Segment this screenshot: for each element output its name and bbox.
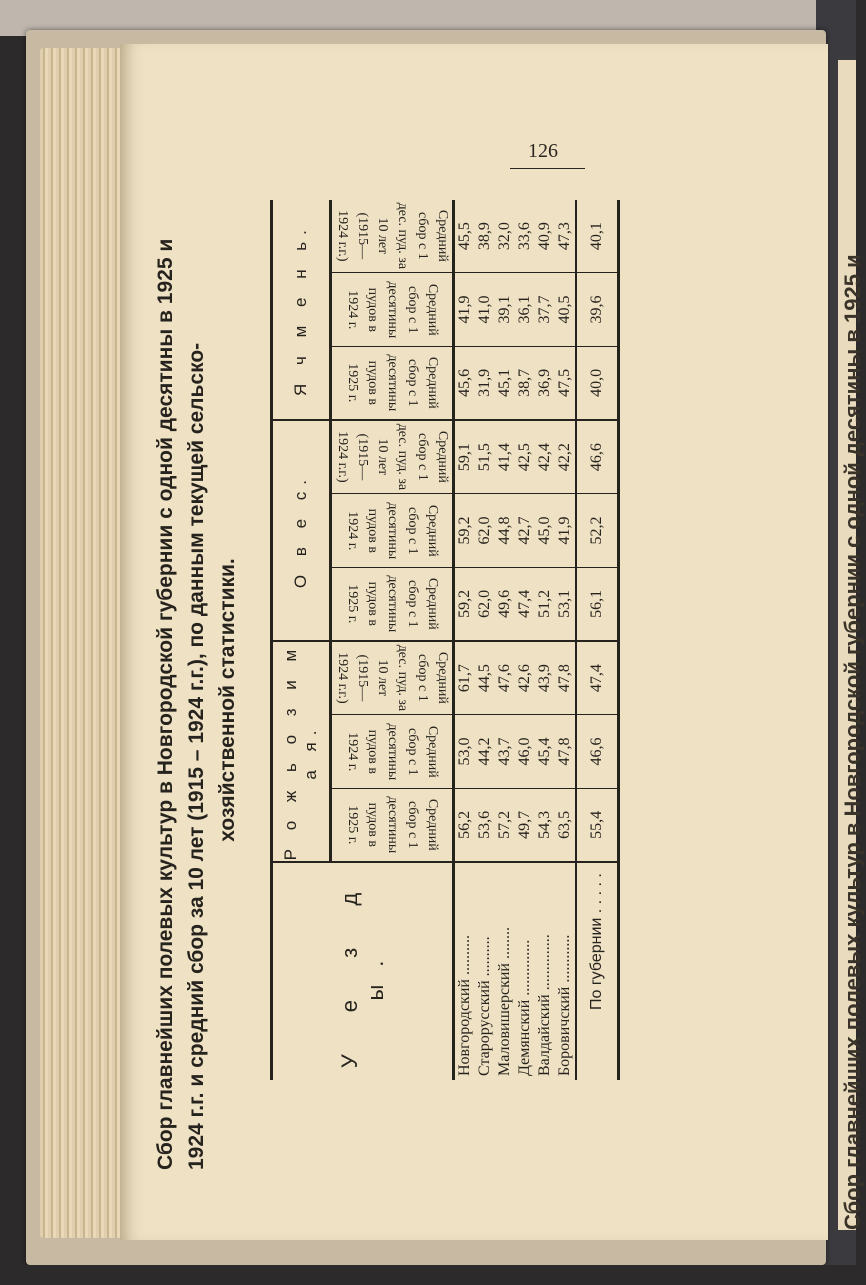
cell: 47,4 [515,567,535,641]
cell: 47,5 [555,346,576,420]
background-bottom [0,1265,856,1285]
cell: 40,9 [535,200,555,273]
group-header-row [272,200,331,1080]
total-cell: 40,1 [576,200,619,273]
cell: 36,1 [515,273,535,346]
cell: 44,2 [475,715,495,788]
cell: 59,2 [454,567,476,641]
cell: 49,7 [515,788,535,862]
row-name: Маловишерский ........ [496,927,513,1076]
cell: 49,6 [495,567,515,641]
cell: 51,2 [535,567,555,641]
rotated-table-block [150,170,730,1210]
total-cell: 39,6 [576,273,619,346]
cell: 42,5 [515,420,535,494]
cell: 53,0 [454,715,476,788]
cell: 38,9 [475,200,495,273]
cell: 31,9 [475,346,495,420]
cell: 57,2 [495,788,515,862]
row-name: Валдайский .............. [536,934,553,1076]
cell: 62,0 [475,494,495,567]
total-cell: 46,6 [576,420,619,494]
cell: 39,1 [495,273,515,346]
cell: 41,9 [454,273,476,346]
cell: 37,7 [535,273,555,346]
cell: 61,7 [454,641,476,715]
sub-header: Средний сбор с 1 дес. пуд. за 10 лет (1915—1924 г.г.) [331,641,454,715]
cell: 41,4 [495,420,515,494]
cell: 53,6 [475,788,495,862]
cell: 42,6 [515,641,535,715]
cell: 47,8 [555,641,576,715]
sub-header: Средний сбор с 1 десятины пудов в 1925 г. [331,346,454,420]
cell: 38,7 [515,346,535,420]
cell: 44,8 [495,494,515,567]
sub-header: Средний сбор с 1 дес. пуд. за 10 лет (1915—1924 г.г.) [331,200,454,273]
cell: 40,5 [555,273,576,346]
row-name: Новгородский .......... [456,935,473,1076]
cell: 32,0 [495,200,515,273]
sub-header: Средний сбор с 1 десятины пудов в 1924 г. [331,273,454,346]
table-row [475,200,495,1080]
cell: 43,9 [535,641,555,715]
table-row [454,200,476,1080]
cell: 41,0 [475,273,495,346]
title-line-1: Сбор главнейших полевых культур в Новгородской губернии с одной десятины в 1925 и [154,238,177,1170]
total-cell: 40,0 [576,346,619,420]
cell: 46,0 [515,715,535,788]
group-header-rye: Р о ж ь о з и м а я. [272,641,331,862]
harvest-table [270,200,620,1080]
cell: 44,5 [475,641,495,715]
cell: 42,4 [535,420,555,494]
cell: 42,2 [555,420,576,494]
cell: 62,0 [475,567,495,641]
cell: 42,7 [515,494,535,567]
cell: 59,1 [454,420,476,494]
cell: 47,8 [555,715,576,788]
cell: 47,3 [555,200,576,273]
cell: 63,5 [555,788,576,862]
group-header-barley: Я ч м е н ь. [272,200,331,420]
cell: 33,6 [515,200,535,273]
cell: 41,9 [555,494,576,567]
cell: 45,1 [495,346,515,420]
sub-header: Средний сбор с 1 десятины пудов в 1925 г. [331,788,454,862]
cell: 45,5 [454,200,476,273]
total-cell: 47,4 [576,641,619,715]
total-row-name: По губернии . . . . . [576,862,619,1080]
page-number: 126 [528,140,558,162]
column-header-uezdy: У е з д ы. [336,874,388,1069]
cell: 53,1 [555,567,576,641]
group-header-oats: О в е с. [272,420,331,641]
page-edges [40,48,130,1238]
row-name: Старорусский .......... [476,936,493,1076]
cell: 36,9 [535,346,555,420]
cell: 45,4 [535,715,555,788]
cell: 54,3 [535,788,555,862]
table-row [515,200,535,1080]
cell: 47,6 [495,641,515,715]
sub-header: Средний сбор с 1 дес. пуд. за 10 лет (1915—1924 г.г.) [331,420,454,494]
table-row [495,200,515,1080]
cell: 56,2 [454,788,476,862]
next-page-title-fragment: Сбор главнейших полевых культур в Новгородской губернии с одной десятины в 1925 и [840,254,865,1230]
table-title [150,170,243,1210]
next-page-edge [838,60,865,1230]
total-row [576,200,619,1080]
total-cell: 56,1 [576,567,619,641]
table-row [555,200,576,1080]
sub-header: Средний сбор с 1 десятины пудов в 1925 г. [331,567,454,641]
title-line-2: 1924 г.г. и средний сбор за 10 лет (1915 – 1924 г.г.), по данным текущей сельско- [185,342,208,1170]
sub-header: Средний сбор с 1 десятины пудов в 1924 г. [331,494,454,567]
page-number-rule [510,168,585,169]
cell: 59,2 [454,494,476,567]
cell: 43,7 [495,715,515,788]
table-row [535,200,555,1080]
total-cell: 52,2 [576,494,619,567]
row-name: Боровичский ............ [556,934,573,1076]
sub-header: Средний сбор с 1 десятины пудов в 1924 г. [331,715,454,788]
total-cell: 46,6 [576,715,619,788]
title-line-3: хозяйственной статистики. [216,558,239,842]
total-cell: 55,4 [576,788,619,862]
cell: 51,5 [475,420,495,494]
row-name: Демянский .............. [516,939,533,1076]
cell: 45,6 [454,346,476,420]
cell: 45,0 [535,494,555,567]
